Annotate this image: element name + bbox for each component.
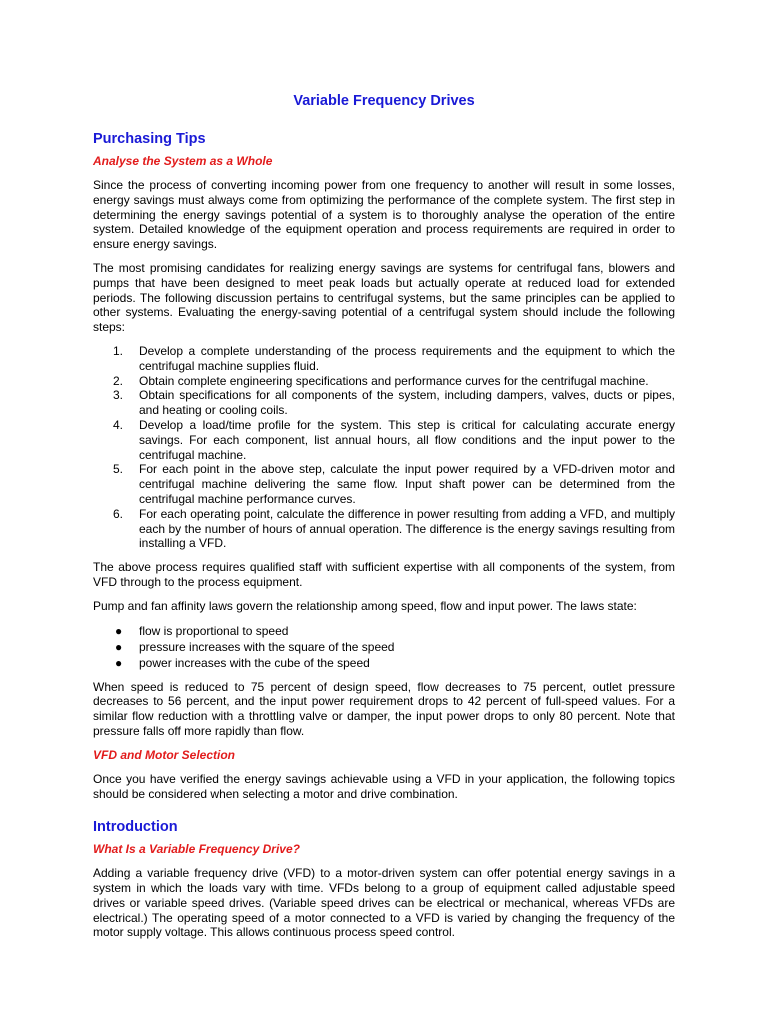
paragraph-vfd-definition: Adding a variable frequency drive (VFD) to a motor-driven system can offer potential energy savings in a system in which the loads vary with time. VFDs belong to a group of equipment called adjustable speed drives or variable speed drives. (Variable speed drives can be electrical or mechanical, whereas VFDs are electrical.) The operating speed of a motor connected to a VFD is varied by changing the frequency of the motor supply voltage. This allows continuous process speed control. — [93, 866, 675, 940]
list-item-text: pressure increases with the square of the speed — [139, 639, 395, 654]
subsection-heading-analyse-system: Analyse the System as a Whole — [93, 154, 273, 168]
list-item — [93, 462, 675, 506]
section-heading-introduction: Introduction — [93, 819, 178, 836]
subsection-heading-what-is-vfd: What Is a Variable Frequency Drive? — [93, 842, 300, 857]
list-item — [93, 623, 675, 639]
paragraph-speed-reduction: When speed is reduced to 75 percent of design speed, flow decreases to 75 percent, outlet pressure decreases to 56 percent, and the input power requirement drops to 42 percent of full-speed values. For a similar flow reduction with a throttling valve or damper, the input power drops to only 80 percent. Note that pressure falls off more rapidly than flow. — [93, 679, 675, 738]
bullet-icon: ● — [115, 655, 123, 670]
list-number: 2. — [113, 373, 124, 388]
paragraph-affinity-laws-intro: Pump and fan affinity laws govern the relationship among speed, flow and input power. The laws state: — [93, 598, 637, 613]
paragraph-energy-losses: Since the process of converting incoming power from one frequency to another will result in some losses, energy savings must always come from optimizing the performance of the complete system. The first step in determining the energy savings potential of a system is to thoroughly analyse the operation of the entire system. Detailed knowledge of the equipment operation and process requirements are required in order to ensure energy savings. — [93, 178, 675, 252]
list-item — [93, 344, 675, 374]
list-item-text: Obtain complete engineering specifications and performance curves for the centrifugal machine. — [139, 373, 649, 388]
list-number: 6. — [113, 506, 124, 521]
affinity-laws-list — [93, 623, 675, 671]
paragraph-qualified-staff: The above process requires qualified staff with sufficient expertise with all components of the system, from VFD through to the process equipment. — [93, 560, 675, 589]
list-item-text: Develop a load/time profile for the system. This step is critical for calculating accurate energy savings. For each component, list annual hours, all flow conditions and the input power to the centrifugal machine. — [139, 417, 675, 462]
list-number: 1. — [113, 343, 124, 358]
list-item-text: flow is proportional to speed — [139, 623, 289, 638]
bullet-icon: ● — [115, 623, 123, 638]
list-item-text: For each operating point, calculate the difference in power resulting from adding a VFD, and multiply each by the number of hours of annual operation. The difference is the energy savings resulting from installing a VFD. — [139, 506, 675, 551]
document-title: Variable Frequency Drives — [293, 93, 475, 109]
evaluation-steps-list — [93, 344, 675, 551]
section-heading-purchasing-tips: Purchasing Tips — [93, 131, 206, 147]
list-item — [93, 374, 675, 389]
list-item-text: Obtain specifications for all components of the system, including dampers, valves, ducts or pipes, and heating or cooling coils. — [139, 388, 675, 418]
list-item-text: power increases with the cube of the speed — [139, 655, 370, 670]
list-item — [93, 507, 675, 551]
list-item — [93, 418, 675, 462]
paragraph-motor-drive-selection: Once you have verified the energy savings achievable using a VFD in your application, the following topics should be considered when selecting a motor and drive combination. — [93, 771, 675, 801]
subsection-heading-vfd-motor-selection: VFD and Motor Selection — [93, 747, 236, 762]
paragraph-promising-candidates: The most promising candidates for realizing energy savings are systems for centrifugal fans, blowers and pumps that have been designed to meet peak loads but actually operate at reduced load for extended periods. The following discussion pertains to centrifugal systems, but the same principles can be applied to other systems. Evaluating the energy-saving potential of a centrifugal system should include the following steps: — [93, 260, 675, 335]
list-item — [93, 655, 675, 671]
list-number: 3. — [113, 388, 124, 403]
list-item-text: For each point in the above step, calculate the input power required by a VFD-driven motor and centrifugal machine delivering the same flow. Input shaft power can be determined from the centrifugal machine performance curves. — [139, 462, 675, 506]
bullet-icon: ● — [115, 639, 123, 654]
list-number: 5. — [113, 462, 124, 477]
list-item — [93, 388, 675, 418]
list-number: 4. — [113, 417, 124, 432]
list-item — [93, 639, 675, 655]
list-item-text: Develop a complete understanding of the process requirements and the equipment to which the centrifugal machine supplies fluid. — [139, 343, 675, 373]
